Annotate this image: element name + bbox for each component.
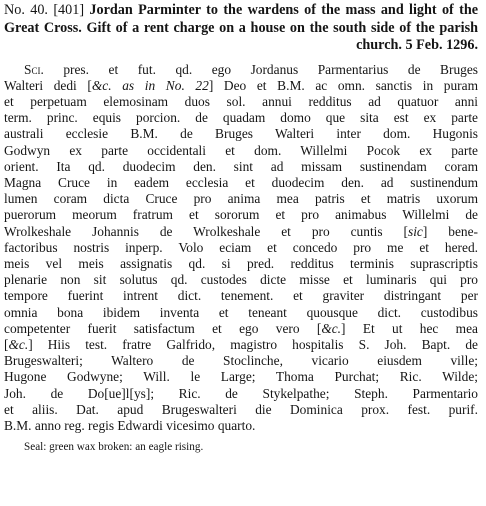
text-line: Wrolkeshale Johannis de Wrolkeshale et pro cuntis [sic] bene- — [4, 223, 479, 239]
text-line: B.M. anno reg. regis Edwardi vicesimo quarto. — [4, 417, 256, 433]
entry-date: 5 Feb. 1296. — [405, 37, 478, 53]
text-line: Sci. pres. et fut. qd. ego Jordanus Parmentarius de Bruges — [24, 61, 478, 77]
text-line: orient. Ita qd. duodecim den. sint ad missam sustinendam coram — [4, 158, 478, 174]
text-line: Godwyn ex parte occidentali et dom. Willelmi Pocok ex parte — [4, 142, 478, 158]
entry-number: No. 40. — [4, 2, 48, 18]
text-line: tempore fuerint intrent dict. tenement. et graviter distringant per — [4, 288, 478, 304]
text-line: term. princ. equis porcion. de quadam domo que sita est ex parte — [4, 110, 478, 126]
text-line: australi ecclesie B.M. de Bruges Walteri inter dom. Hugonis — [4, 126, 478, 142]
text-line: Magna Cruce in eadem ecclesia et duodecim den. ad sustinendum — [4, 174, 478, 190]
text-line: et perpetuam elemosinam duos sol. annui redditus ad quatuor anni — [4, 93, 478, 109]
entry-heading — [4, 2, 478, 55]
text-line: et aliis. Dat. apud Brugeswalteri die Dominica prox. fest. purif. — [4, 401, 478, 417]
seal-description: Seal: green wax broken: an eagle rising. — [24, 441, 204, 454]
text-line: competenter fuerit satisfactum et ego vero [&c.] Et ut hec mea — [4, 320, 478, 336]
text-line: Walteri dedi [&c. as in No. 22] Deo et B.M. ac omn. sanctis in puram — [4, 77, 478, 93]
text-line: omnia bona ibidem inventa et teneant quousque dict. custodibus — [4, 304, 478, 320]
text-line: puerorum meorum fratrum et sororum et pro animabus Willelmi de — [4, 207, 478, 223]
text-line: Hugone Godwyne; Will. le Large; Thoma Purchat; Ric. Wilde; — [4, 369, 478, 385]
entry-ref: [401] — [53, 2, 85, 18]
entry-title: Jordan Parminter to the wardens of the mass and light of the Great Cross. Gift of a rent charge on a house on the south side of the parish church. — [4, 2, 479, 53]
text-line: Joh. de Do[ue]l[ys]; Ric. de Stykelpathe; Steph. Parmentario — [4, 385, 478, 401]
text-line: factoribus nostris inperp. Volo eciam et concedo pro me et hered. — [4, 239, 478, 255]
text-line: plenarie non sit solutus qd. custodes dicte misse et luminaris qui pro — [4, 272, 478, 288]
text-line: [&c.] Hiis test. fratre Galfrido, magistro hospitalis S. Joh. Bapt. de — [4, 336, 478, 352]
first-word: Sci. — [24, 61, 44, 77]
text-line: lumen coram dicta Cruce pro anima mea patris et matris uxorum — [4, 191, 478, 207]
deed-text — [4, 62, 478, 435]
text-line: Brugeswalteri; Waltero de Stoclinche, vicario eiusdem ville; — [4, 353, 478, 369]
text-line: meis vel meis assignatis qd. si pred. redditus terminis suprascriptis — [4, 255, 478, 271]
